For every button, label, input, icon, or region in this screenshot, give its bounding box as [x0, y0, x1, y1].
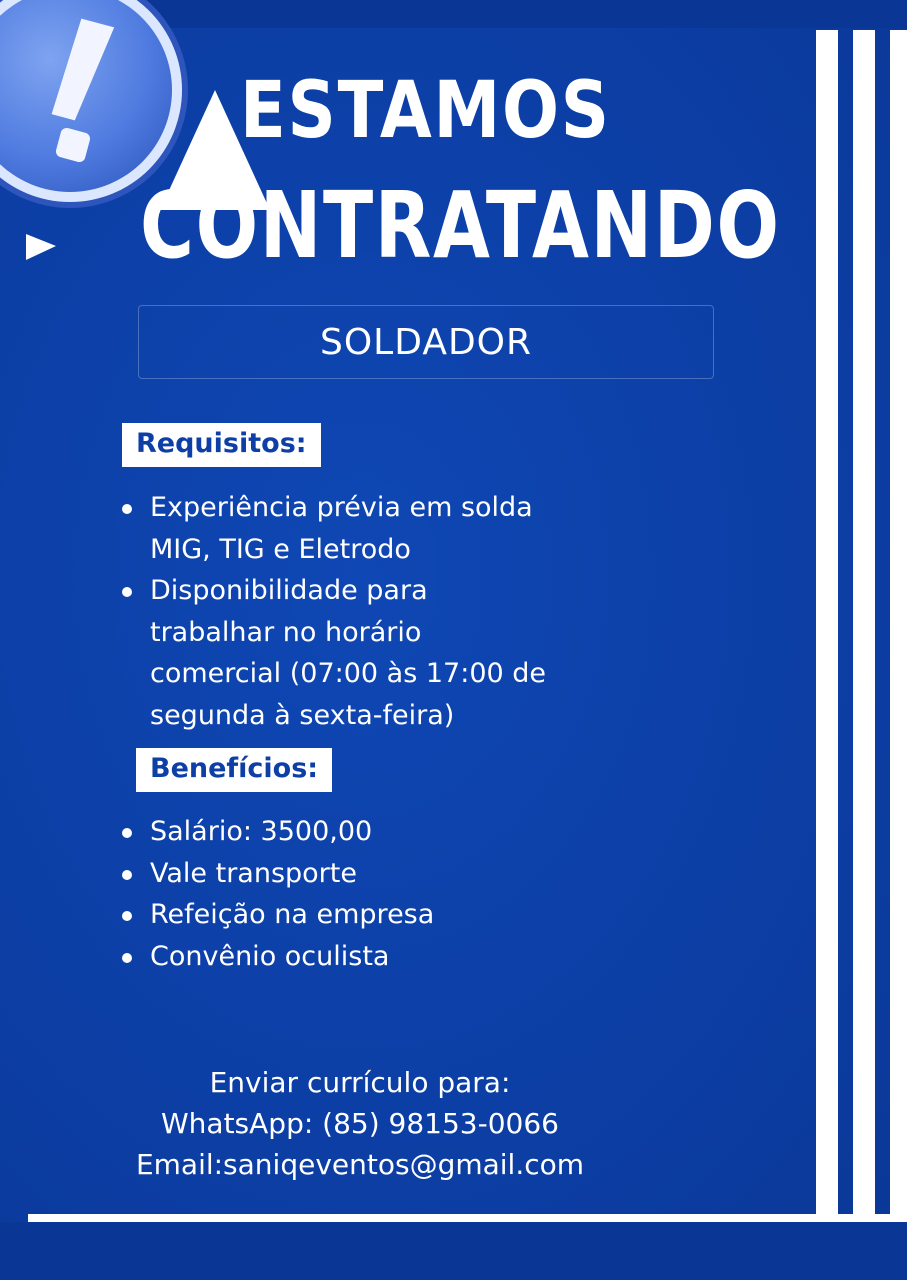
email-contact: Email:saniqeventos@gmail.com [135, 1148, 585, 1181]
requirements-heading: Requisitos: [122, 423, 321, 467]
contact-intro: Enviar currículo para: [209, 1066, 511, 1099]
decorative-stripe [853, 30, 875, 1215]
list-item: Salário: 3500,00 [120, 811, 560, 853]
list-item: Disponibilidade para trabalhar no horário comercial (07:00 às 17:00 de segunda à sexta-feira) [120, 570, 560, 736]
decorative-stripe [816, 30, 838, 1215]
contact-block [60, 1062, 660, 1185]
bottom-border [0, 1222, 907, 1280]
benefits-list [120, 811, 560, 977]
bottom-divider [28, 1214, 907, 1222]
list-item: Refeição na empresa [120, 894, 560, 936]
list-item: Vale transporte [120, 853, 560, 895]
whatsapp-contact: WhatsApp: (85) 98153-0066 [160, 1107, 559, 1140]
role-title: SOLDADOR [319, 321, 533, 363]
headline-estamos: ESTAMOS [240, 66, 611, 156]
headline-contratando: CONTRATANDO [140, 172, 781, 279]
benefits-heading: Benefícios: [136, 748, 332, 792]
triangle-icon [26, 232, 66, 262]
decorative-stripe [890, 30, 907, 1215]
list-item: Experiência prévia em solda MIG, TIG e Eletrodo [120, 487, 560, 570]
list-item: Convênio oculista [120, 936, 560, 978]
requirements-list [120, 487, 560, 736]
role-box [138, 305, 714, 379]
